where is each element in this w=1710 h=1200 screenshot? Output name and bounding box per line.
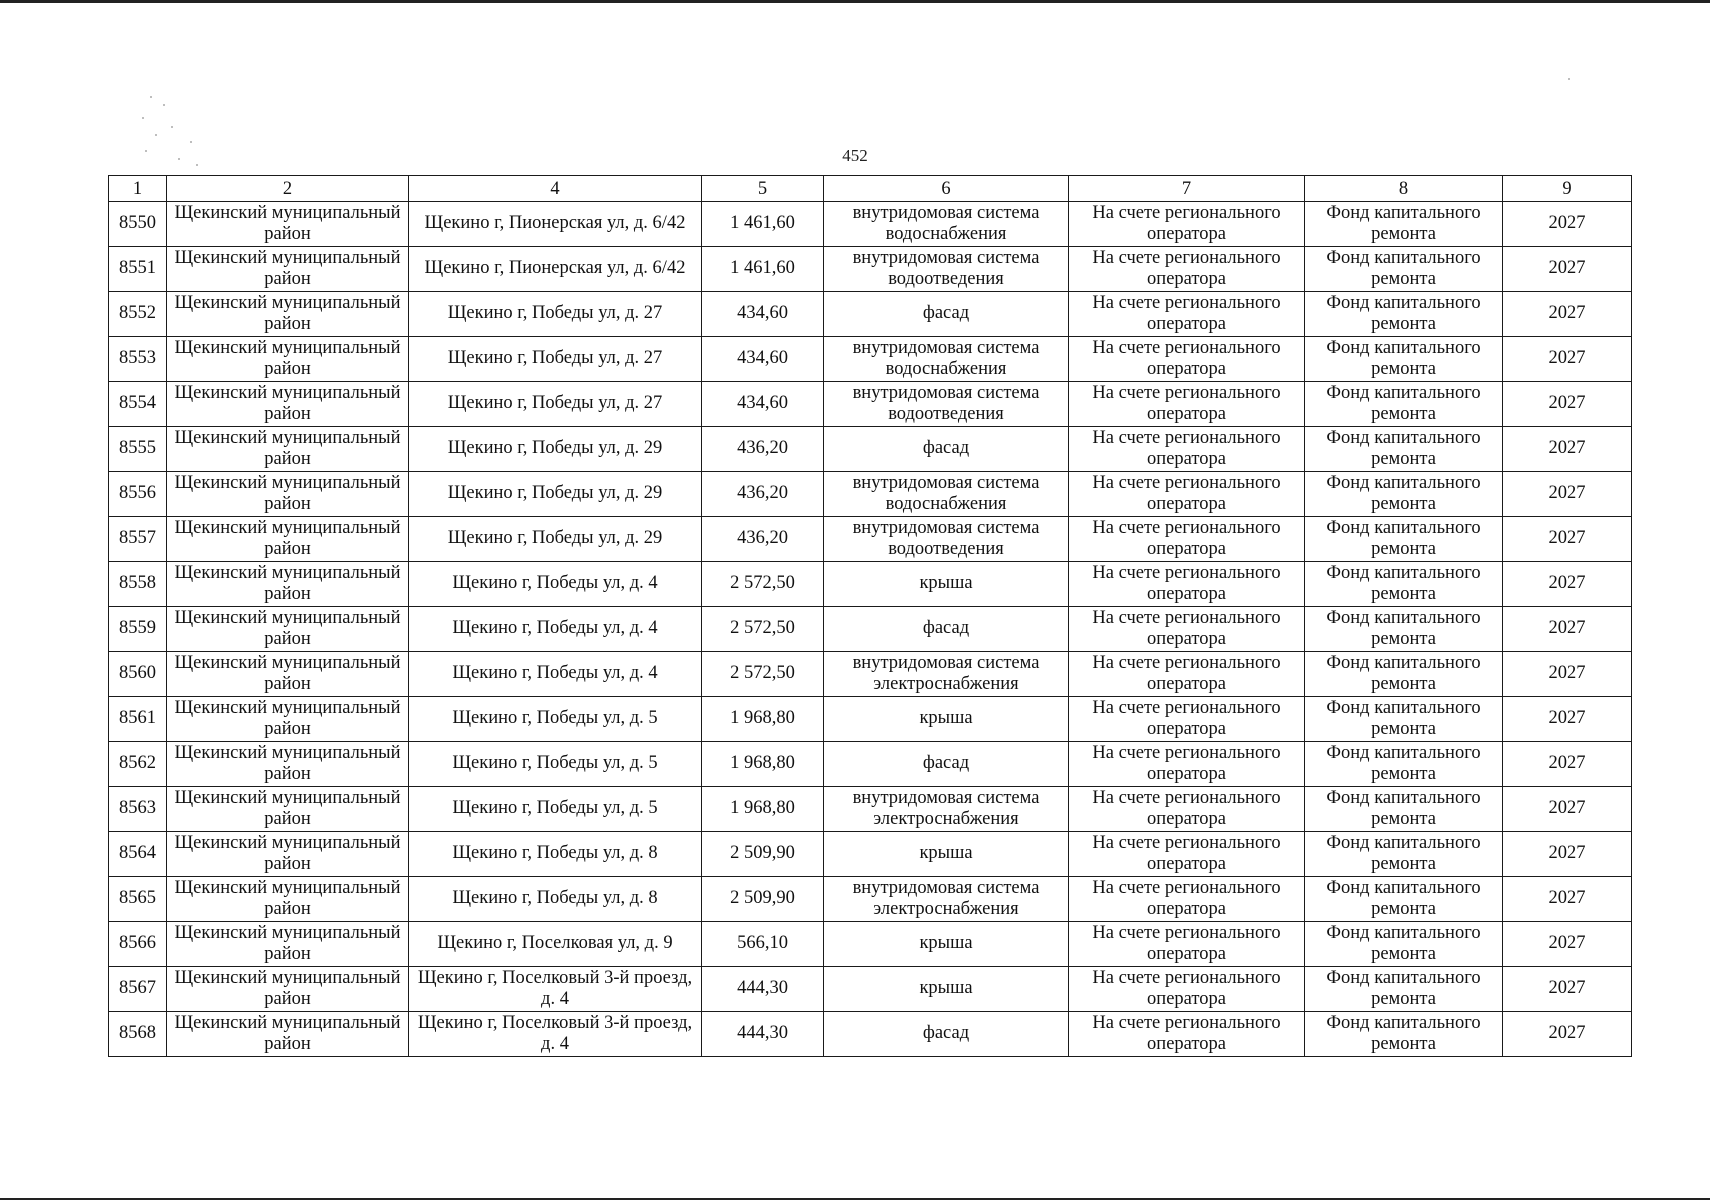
account-cell: На счете регионального оператора <box>1069 292 1305 337</box>
area-cell: 566,10 <box>702 922 824 967</box>
work-type-cell: крыша <box>824 697 1069 742</box>
area-cell: 1 461,60 <box>702 247 824 292</box>
speckle <box>171 126 173 128</box>
speckle <box>155 134 157 136</box>
account-cell: На счете регионального оператора <box>1069 382 1305 427</box>
address-cell: Щекино г, Поселковый 3-й проезд, д. 4 <box>409 967 702 1012</box>
work-type-cell: внутридомовая система электроснабжения <box>824 787 1069 832</box>
district-cell: Щекинский муниципальный район <box>167 742 409 787</box>
district-cell: Щекинский муниципальный район <box>167 562 409 607</box>
row-number: 8550 <box>109 202 167 247</box>
row-number: 8568 <box>109 1012 167 1057</box>
address-cell: Щекино г, Победы ул, д. 5 <box>409 787 702 832</box>
column-header: 6 <box>824 176 1069 202</box>
table-row <box>109 967 1632 1012</box>
district-cell: Щекинский муниципальный район <box>167 922 409 967</box>
table-row <box>109 247 1632 292</box>
year-cell: 2027 <box>1503 202 1632 247</box>
fund-cell: Фонд капитального ремонта <box>1305 742 1503 787</box>
fund-cell: Фонд капитального ремонта <box>1305 247 1503 292</box>
year-cell: 2027 <box>1503 292 1632 337</box>
year-cell: 2027 <box>1503 697 1632 742</box>
work-type-cell: фасад <box>824 427 1069 472</box>
year-cell: 2027 <box>1503 247 1632 292</box>
address-cell: Щекино г, Победы ул, д. 29 <box>409 472 702 517</box>
address-cell: Щекино г, Пионерская ул, д. 6/42 <box>409 247 702 292</box>
address-cell: Щекино г, Поселковый 3-й проезд, д. 4 <box>409 1012 702 1057</box>
row-number: 8566 <box>109 922 167 967</box>
address-cell: Щекино г, Победы ул, д. 4 <box>409 562 702 607</box>
account-cell: На счете регионального оператора <box>1069 202 1305 247</box>
table-row <box>109 382 1632 427</box>
work-type-cell: крыша <box>824 562 1069 607</box>
account-cell: На счете регионального оператора <box>1069 922 1305 967</box>
district-cell: Щекинский муниципальный район <box>167 832 409 877</box>
address-cell: Щекино г, Победы ул, д. 29 <box>409 517 702 562</box>
table-row <box>109 607 1632 652</box>
column-header: 8 <box>1305 176 1503 202</box>
fund-cell: Фонд капитального ремонта <box>1305 427 1503 472</box>
table-row <box>109 427 1632 472</box>
fund-cell: Фонд капитального ремонта <box>1305 652 1503 697</box>
work-type-cell: фасад <box>824 292 1069 337</box>
district-cell: Щекинский муниципальный район <box>167 697 409 742</box>
area-cell: 434,60 <box>702 292 824 337</box>
district-cell: Щекинский муниципальный район <box>167 472 409 517</box>
work-type-cell: внутридомовая система электроснабжения <box>824 652 1069 697</box>
work-type-cell: внутридомовая система водоснабжения <box>824 337 1069 382</box>
work-type-cell: внутридомовая система водоснабжения <box>824 202 1069 247</box>
address-cell: Щекино г, Победы ул, д. 4 <box>409 652 702 697</box>
address-cell: Щекино г, Победы ул, д. 27 <box>409 292 702 337</box>
row-number: 8555 <box>109 427 167 472</box>
row-number: 8563 <box>109 787 167 832</box>
table-row <box>109 697 1632 742</box>
fund-cell: Фонд капитального ремонта <box>1305 967 1503 1012</box>
fund-cell: Фонд капитального ремонта <box>1305 697 1503 742</box>
fund-cell: Фонд капитального ремонта <box>1305 562 1503 607</box>
column-header: 5 <box>702 176 824 202</box>
work-type-cell: крыша <box>824 922 1069 967</box>
district-cell: Щекинский муниципальный район <box>167 292 409 337</box>
fund-cell: Фонд капитального ремонта <box>1305 337 1503 382</box>
address-cell: Щекино г, Поселковая ул, д. 9 <box>409 922 702 967</box>
district-cell: Щекинский муниципальный район <box>167 247 409 292</box>
area-cell: 444,30 <box>702 967 824 1012</box>
area-cell: 436,20 <box>702 472 824 517</box>
table-row <box>109 517 1632 562</box>
table-row <box>109 292 1632 337</box>
speckle <box>163 104 165 106</box>
row-number: 8562 <box>109 742 167 787</box>
fund-cell: Фонд капитального ремонта <box>1305 787 1503 832</box>
year-cell: 2027 <box>1503 1012 1632 1057</box>
district-cell: Щекинский муниципальный район <box>167 427 409 472</box>
work-type-cell: внутридомовая система водоснабжения <box>824 472 1069 517</box>
area-cell: 2 572,50 <box>702 607 824 652</box>
district-cell: Щекинский муниципальный район <box>167 877 409 922</box>
fund-cell: Фонд капитального ремонта <box>1305 877 1503 922</box>
table-row <box>109 1012 1632 1057</box>
year-cell: 2027 <box>1503 967 1632 1012</box>
table-row <box>109 787 1632 832</box>
area-cell: 1 968,80 <box>702 697 824 742</box>
district-cell: Щекинский муниципальный район <box>167 787 409 832</box>
fund-cell: Фонд капитального ремонта <box>1305 382 1503 427</box>
speckle <box>190 141 192 143</box>
speckle <box>1568 78 1570 80</box>
work-type-cell: внутридомовая система водоотведения <box>824 517 1069 562</box>
row-number: 8551 <box>109 247 167 292</box>
account-cell: На счете регионального оператора <box>1069 247 1305 292</box>
account-cell: На счете регионального оператора <box>1069 877 1305 922</box>
row-number: 8567 <box>109 967 167 1012</box>
district-cell: Щекинский муниципальный район <box>167 967 409 1012</box>
fund-cell: Фонд капитального ремонта <box>1305 1012 1503 1057</box>
year-cell: 2027 <box>1503 742 1632 787</box>
year-cell: 2027 <box>1503 787 1632 832</box>
table-row <box>109 832 1632 877</box>
area-cell: 436,20 <box>702 427 824 472</box>
fund-cell: Фонд капитального ремонта <box>1305 472 1503 517</box>
address-cell: Щекино г, Победы ул, д. 27 <box>409 337 702 382</box>
account-cell: На счете регионального оператора <box>1069 787 1305 832</box>
year-cell: 2027 <box>1503 337 1632 382</box>
address-cell: Щекино г, Победы ул, д. 5 <box>409 742 702 787</box>
table-row <box>109 562 1632 607</box>
address-cell: Щекино г, Победы ул, д. 8 <box>409 877 702 922</box>
district-cell: Щекинский муниципальный район <box>167 337 409 382</box>
table-row <box>109 742 1632 787</box>
table-row <box>109 877 1632 922</box>
address-cell: Щекино г, Победы ул, д. 27 <box>409 382 702 427</box>
account-cell: На счете регионального оператора <box>1069 832 1305 877</box>
area-cell: 434,60 <box>702 337 824 382</box>
fund-cell: Фонд капитального ремонта <box>1305 607 1503 652</box>
work-type-cell: фасад <box>824 607 1069 652</box>
account-cell: На счете регионального оператора <box>1069 697 1305 742</box>
table-row <box>109 652 1632 697</box>
row-number: 8556 <box>109 472 167 517</box>
area-cell: 2 572,50 <box>702 562 824 607</box>
account-cell: На счете регионального оператора <box>1069 427 1305 472</box>
area-cell: 434,60 <box>702 382 824 427</box>
year-cell: 2027 <box>1503 382 1632 427</box>
account-cell: На счете регионального оператора <box>1069 562 1305 607</box>
row-number: 8553 <box>109 337 167 382</box>
table-row <box>109 472 1632 517</box>
table-row <box>109 922 1632 967</box>
area-cell: 436,20 <box>702 517 824 562</box>
year-cell: 2027 <box>1503 427 1632 472</box>
account-cell: На счете регионального оператора <box>1069 337 1305 382</box>
capital-repair-table <box>108 175 1632 1057</box>
column-header: 2 <box>167 176 409 202</box>
area-cell: 1 461,60 <box>702 202 824 247</box>
account-cell: На счете регионального оператора <box>1069 742 1305 787</box>
year-cell: 2027 <box>1503 472 1632 517</box>
fund-cell: Фонд капитального ремонта <box>1305 202 1503 247</box>
work-type-cell: крыша <box>824 967 1069 1012</box>
fund-cell: Фонд капитального ремонта <box>1305 292 1503 337</box>
fund-cell: Фонд капитального ремонта <box>1305 517 1503 562</box>
column-header: 7 <box>1069 176 1305 202</box>
row-number: 8554 <box>109 382 167 427</box>
year-cell: 2027 <box>1503 607 1632 652</box>
address-cell: Щекино г, Победы ул, д. 5 <box>409 697 702 742</box>
work-type-cell: внутридомовая система водоотведения <box>824 247 1069 292</box>
year-cell: 2027 <box>1503 652 1632 697</box>
year-cell: 2027 <box>1503 832 1632 877</box>
page-number: 452 <box>842 146 868 165</box>
row-number: 8557 <box>109 517 167 562</box>
work-type-cell: фасад <box>824 1012 1069 1057</box>
column-header: 1 <box>109 176 167 202</box>
account-cell: На счете регионального оператора <box>1069 607 1305 652</box>
row-number: 8564 <box>109 832 167 877</box>
work-type-cell: крыша <box>824 832 1069 877</box>
table-row <box>109 202 1632 247</box>
table-row <box>109 337 1632 382</box>
row-number: 8560 <box>109 652 167 697</box>
row-number: 8561 <box>109 697 167 742</box>
address-cell: Щекино г, Победы ул, д. 4 <box>409 607 702 652</box>
district-cell: Щекинский муниципальный район <box>167 607 409 652</box>
account-cell: На счете регионального оператора <box>1069 472 1305 517</box>
account-cell: На счете регионального оператора <box>1069 1012 1305 1057</box>
column-header: 4 <box>409 176 702 202</box>
work-type-cell: внутридомовая система водоотведения <box>824 382 1069 427</box>
district-cell: Щекинский муниципальный район <box>167 517 409 562</box>
year-cell: 2027 <box>1503 922 1632 967</box>
fund-cell: Фонд капитального ремонта <box>1305 922 1503 967</box>
area-cell: 2 572,50 <box>702 652 824 697</box>
area-cell: 2 509,90 <box>702 877 824 922</box>
district-cell: Щекинский муниципальный район <box>167 382 409 427</box>
area-cell: 1 968,80 <box>702 787 824 832</box>
account-cell: На счете регионального оператора <box>1069 517 1305 562</box>
speckle <box>142 117 144 119</box>
area-cell: 2 509,90 <box>702 832 824 877</box>
row-number: 8559 <box>109 607 167 652</box>
header-row <box>109 176 1632 202</box>
district-cell: Щекинский муниципальный район <box>167 652 409 697</box>
work-type-cell: внутридомовая система электроснабжения <box>824 877 1069 922</box>
year-cell: 2027 <box>1503 877 1632 922</box>
district-cell: Щекинский муниципальный район <box>167 1012 409 1057</box>
speckle <box>150 96 152 98</box>
address-cell: Щекино г, Победы ул, д. 8 <box>409 832 702 877</box>
address-cell: Щекино г, Пионерская ул, д. 6/42 <box>409 202 702 247</box>
page-top-edge <box>0 0 1710 3</box>
account-cell: На счете регионального оператора <box>1069 967 1305 1012</box>
address-cell: Щекино г, Победы ул, д. 29 <box>409 427 702 472</box>
district-cell: Щекинский муниципальный район <box>167 202 409 247</box>
year-cell: 2027 <box>1503 517 1632 562</box>
column-header: 9 <box>1503 176 1632 202</box>
year-cell: 2027 <box>1503 562 1632 607</box>
row-number: 8558 <box>109 562 167 607</box>
account-cell: На счете регионального оператора <box>1069 652 1305 697</box>
area-cell: 444,30 <box>702 1012 824 1057</box>
area-cell: 1 968,80 <box>702 742 824 787</box>
fund-cell: Фонд капитального ремонта <box>1305 832 1503 877</box>
work-type-cell: фасад <box>824 742 1069 787</box>
row-number: 8565 <box>109 877 167 922</box>
row-number: 8552 <box>109 292 167 337</box>
